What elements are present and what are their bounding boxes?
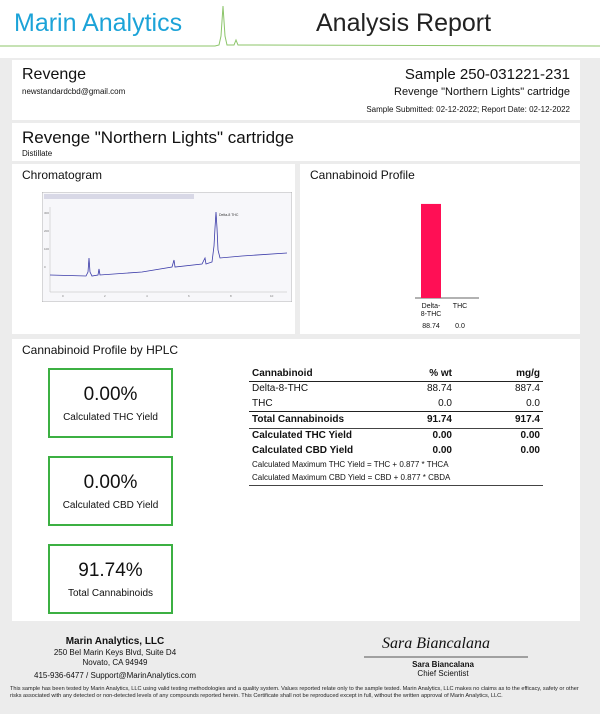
thc-formula-text: Calculated Maximum THC Yield = THC + 0.877 * THCA [252, 460, 449, 469]
total-cannabinoids-label: Total Cannabinoids [67, 588, 154, 599]
sample-info-panel [12, 60, 580, 120]
data-label: 0.0 [455, 323, 465, 330]
signer-name: Sara Biancalana [412, 660, 474, 669]
chromatogram-title: Chromatogram [22, 168, 103, 182]
row-mg: 0.0 [526, 398, 540, 409]
signature-image [362, 626, 532, 660]
svg-text:200: 200 [44, 229, 50, 233]
cbd-formula-text: Calculated Maximum CBD Yield = CBD + 0.877 * CBDA [252, 473, 451, 482]
hplc-title: Cannabinoid Profile by HPLC [22, 343, 179, 357]
cbd-formula-note [249, 472, 543, 486]
results-table [249, 367, 543, 486]
header-cannabinoid: Cannabinoid [252, 368, 313, 379]
row-percent: 88.74 [426, 383, 452, 394]
x-tick-label: THC [452, 303, 468, 310]
total-name: Total Cannabinoids [252, 414, 345, 425]
total-cannabinoids-box [48, 544, 173, 614]
bar-delta-8-thc [421, 204, 441, 298]
total-row [249, 412, 543, 429]
thc-formula-note [249, 459, 543, 472]
table-row [249, 397, 543, 412]
report-title: Analysis Report [316, 9, 492, 37]
svg-text:0: 0 [44, 265, 46, 269]
thc-yield-row [249, 429, 543, 444]
sample-dates: Sample Submitted: 02-12-2022; Report Date: 02-12-2022 [366, 105, 570, 114]
client-email: newstandardcbd@gmail.com [22, 87, 126, 96]
header-peak-line [0, 0, 600, 58]
row-name: Delta-8-THC [252, 383, 309, 394]
sample-description: Revenge "Northern Lights" cartridge [394, 86, 570, 98]
product-name: Revenge "Northern Lights" cartridge [22, 128, 294, 147]
chromatogram-peak-label: Delta-8 THC [219, 213, 239, 217]
signature-text: Sara Biancalana [382, 635, 490, 652]
product-type: Distillate [22, 149, 53, 158]
header-mg: mg/g [516, 368, 540, 379]
signer-title: Chief Scientist [417, 669, 469, 678]
svg-text:300: 300 [44, 211, 50, 215]
cbd-yield-value: 0.00% [83, 472, 138, 493]
row-percent: 0.0 [438, 398, 452, 409]
total-cannabinoids-value: 91.74% [78, 560, 143, 581]
thc-yield-percent: 0.00 [432, 430, 452, 441]
thc-yield-value: 0.00% [83, 384, 138, 405]
total-percent: 91.74 [426, 414, 452, 425]
cbd-yield-name: Calculated CBD Yield [252, 445, 354, 456]
brand-logo-text: Marin Analytics [14, 9, 183, 37]
svg-text:2: 2 [104, 294, 106, 298]
footer-address-line1: 250 Bel Marin Keys Blvd, Suite D4 [53, 648, 177, 657]
header-percent: % wt [429, 368, 452, 379]
data-label: 88.74 [422, 323, 440, 330]
row-mg: 887.4 [514, 383, 540, 394]
client-name: Revenge [22, 66, 87, 83]
cbd-yield-percent: 0.00 [432, 445, 452, 456]
footer-address-line2: Novato, CA 94949 [82, 658, 148, 667]
thc-yield-mg: 0.00 [520, 430, 540, 441]
cbd-yield-box [48, 456, 173, 526]
profile-panel [300, 164, 580, 334]
svg-text:8: 8 [230, 294, 232, 298]
thc-yield-box [48, 368, 173, 438]
thc-yield-label: Calculated THC Yield [63, 412, 158, 423]
report-header [0, 0, 600, 58]
svg-text:100: 100 [44, 247, 50, 251]
product-panel [12, 123, 580, 161]
thc-yield-name: Calculated THC Yield [252, 430, 353, 441]
table-row [249, 382, 543, 397]
cbd-yield-label: Calculated CBD Yield [62, 500, 159, 511]
footer-contact: 415-936-6477 / Support@MarinAnalytics.com [34, 671, 196, 680]
svg-text:0: 0 [62, 294, 64, 298]
profile-bar-chart [300, 164, 580, 334]
cbd-yield-row [249, 444, 543, 459]
x-tick-label: Delta-8-THC [420, 303, 442, 318]
disclaimer: This sample has been tested by Marin Analytics, LLC using valid testing methodologies and a quality system. Values reported relate only to the sample tested. Marin Analytics, LLC makes no claims as to the efficacy, safety or other risks associated with any detected or non-detected levels of any compounds reported herein. This Certificate shall not be reproduced except in full, without the written approval of Marin Analytics, LLC. [10, 686, 579, 699]
svg-text:10: 10 [270, 294, 274, 298]
svg-text:4: 4 [146, 294, 148, 298]
cbd-yield-mg: 0.00 [520, 445, 540, 456]
svg-text:6: 6 [188, 294, 190, 298]
footer-company: Marin Analytics, LLC [65, 636, 165, 647]
sample-id: Sample 250-031221-231 [404, 66, 570, 83]
chromatogram-panel [12, 164, 295, 334]
table-header-row [249, 367, 543, 382]
profile-title: Cannabinoid Profile [310, 168, 415, 182]
total-mg: 917.4 [514, 414, 540, 425]
row-name: THC [252, 398, 273, 409]
chromatogram-image [42, 192, 292, 302]
hplc-panel [12, 339, 580, 621]
